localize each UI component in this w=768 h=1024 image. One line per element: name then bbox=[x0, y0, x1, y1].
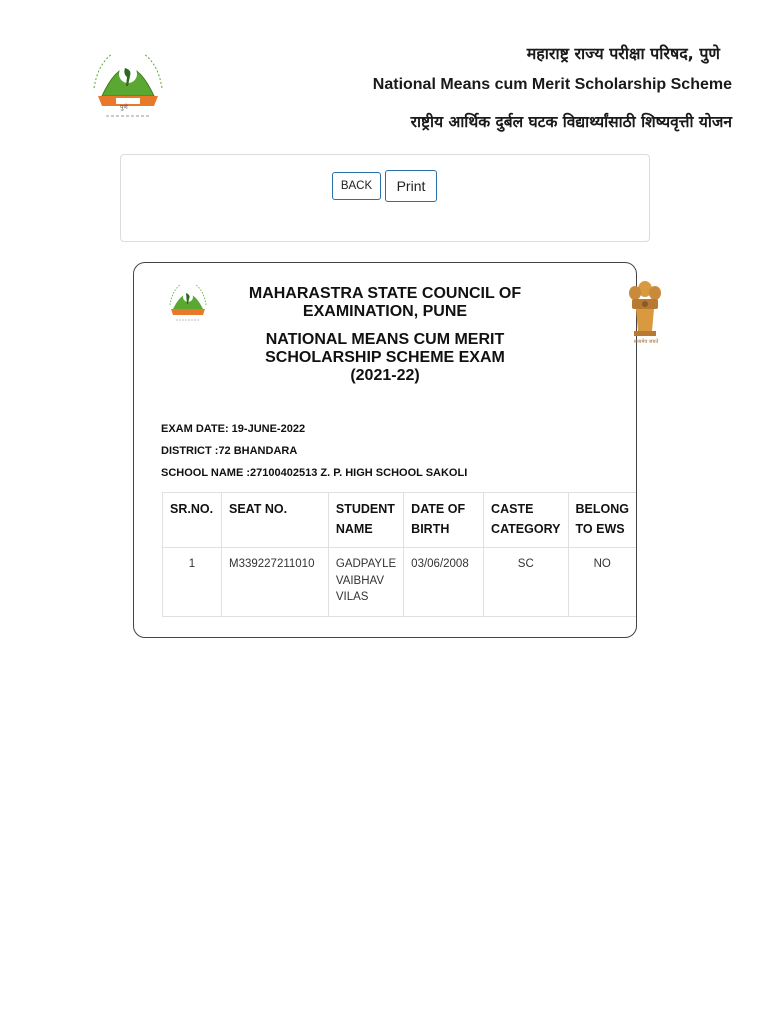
results-table bbox=[162, 492, 636, 617]
header-marathi-title: महाराष्ट्र राज्य परीक्षा परिषद, पुणे bbox=[526, 44, 720, 63]
council-line-1: MAHARASTRA STATE COUNCIL OF bbox=[248, 285, 522, 302]
col-date-of-birth: DATE OF BIRTH bbox=[404, 493, 484, 548]
col-seat-no: SEAT NO. bbox=[221, 493, 328, 548]
council-logo bbox=[92, 44, 164, 128]
table-header-row bbox=[163, 493, 637, 548]
card-title bbox=[222, 285, 548, 385]
district: DISTRICT :72 BHANDARA bbox=[161, 445, 298, 457]
cell-belong-to-ews: NO bbox=[568, 548, 636, 617]
back-button[interactable]: BACK bbox=[332, 172, 381, 200]
exam-date: EXAM DATE: 19-JUNE-2022 bbox=[161, 423, 306, 435]
action-panel bbox=[120, 154, 650, 242]
result-card bbox=[133, 262, 659, 638]
exam-line-2: SCHOLARSHIP SCHEME EXAM bbox=[265, 349, 505, 366]
cell-seat-no: M339227211010 bbox=[221, 548, 328, 617]
cell-sr-no: 1 bbox=[163, 548, 222, 617]
col-sr-no: SR.NO. bbox=[163, 493, 222, 548]
cell-date-of-birth: 03/06/2008 bbox=[404, 548, 484, 617]
council-logo-small bbox=[168, 281, 208, 323]
header-english-title: National Means cum Merit Scholarship Scheme bbox=[372, 76, 732, 93]
school-name: SCHOOL NAME :27100402513 Z. P. HIGH SCHOOL SAKOLI bbox=[161, 467, 468, 479]
col-belong-to-ews: BELONG TO EWS bbox=[568, 493, 636, 548]
col-student-name: STUDENT NAME bbox=[328, 493, 403, 548]
exam-line-1: NATIONAL MEANS CUM MERIT bbox=[265, 331, 505, 348]
header-marathi-scheme: राष्ट्रीय आर्थिक दुर्बल घटक विद्यार्थ्यांसाठी शिष्यवृत्ती योजन bbox=[410, 113, 732, 131]
council-line-2: EXAMINATION, PUNE bbox=[302, 303, 468, 320]
print-button[interactable]: Print bbox=[385, 170, 437, 202]
cell-student-name: GADPAYLE VAIBHAV VILAS bbox=[328, 548, 403, 617]
logo-caption: पुणे bbox=[120, 104, 128, 111]
table-row bbox=[163, 548, 637, 617]
col-caste-category: CASTE CATEGORY bbox=[484, 493, 568, 548]
cell-caste-category: SC bbox=[484, 548, 568, 617]
exam-line-3: (2021-22) bbox=[350, 367, 420, 384]
emblem-caption: सत्यमेव जयते bbox=[633, 339, 659, 345]
